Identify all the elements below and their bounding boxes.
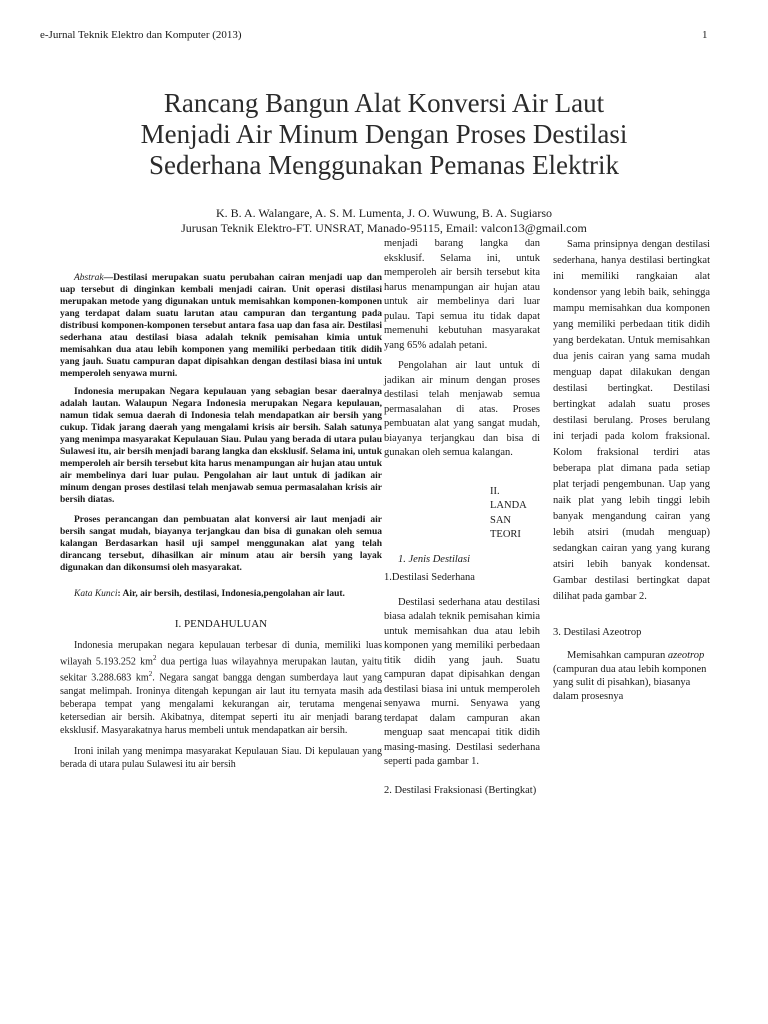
body-paragraph (60, 639, 382, 737)
abstract-text: —Destilasi merupakan suatu perubahan cairan menjadi uap dan uap tersebut di dinginkan kembali menjadi cairan. Unit operasi distilasi merupakan metode yang digunakan untuk memisahkan komponen-komponen yang terdapat dalam suatu larutan atau campuran dan tergantung pada distribusi komponen-komponen tersebut antara fasa uap dan fasa air. Destilasi sederhana atau destilasi biasa adalah teknik pemisahan kimia untuk memisahkan dua atau lebih komponen yang memiliki perbedaan titik didih yang jauh. Suatu campuran dapat dipisahkan dengan destilasi biasa ini untuk memperoleh senyawa murni. (60, 273, 382, 379)
section-heading: I. PENDAHULUAN (174, 618, 268, 630)
subsection-heading: 2. Destilasi Fraksionasi (Bertingkat) (384, 784, 537, 796)
abstract-paragraph: Indonesia merupakan Negara kepulauan yang sebagian besar daeralnya adalah lautan. Walaupun Negara Indonesia merupakan Negara kepulauan, namun tidak semua daerah di Indonesia telah mendapatkan air bersih yang cukup. Tidak jarang daerah yang mengalami krisis air bersih. Salah satunya yang menimpa masyarakat Kepulauan Siau. Pulau yang berada di utara pulau Sulawesi itu, air bersih menjadi barang langka dan eksklusif. Selama ini, untuk memperoleh air bersih tersebut kita harus menampungan air hujan atau untuk air membelinya dari luar pulau. Pengolahan air laut untuk di jadikan air minum dengan proses destilasi telah menjawab semua permasalahan krisis air bersih diatas. (60, 387, 382, 505)
title-line: Menjadi Air Minum Dengan Proses Destilasi (140, 119, 628, 149)
superscript: 2 (148, 670, 153, 679)
abstract-label: Abstrak (74, 273, 104, 283)
intro-text: . Negara sangat bangga dengan sumberdaya laut yang sangat melimpah. Ironinya ditengah kepungan air laut itu ternyata masih ada beberapa tempat yang mengalami kekurangan air, terutama mengenai ketersedian air bersih. Akibatnya, ditempat seperti itu air menjadi barang eksklusif. Masyarakatnya harus membeli untuk mendapatkan air bersih. (60, 672, 382, 736)
abstract-paragraph: Proses perancangan dan pembuatan alat konversi air laut menjadi air bersih sangat mudah, biayanya terjangkau dan bisa di gunakan oleh semua kalangan Berdasarkan hasil uji sampel menggunakan alat yang telah dirancang tersebut, dihasilkan air minum atau air bersih yang layak digunakan dan dikonsumsi oleh masyarakat. (60, 515, 382, 573)
subsection-heading: 3. Destilasi Azeotrop (553, 627, 642, 638)
body-paragraph: Ironi inilah yang menimpa masyarakat Kepulauan Siau. Di kepulauan yang berada di utara pulau Sulawesi itu air bersih (60, 745, 382, 770)
section-title-line: LANDA (490, 500, 527, 511)
body-text: (campuran dua atau lebih komponen yang sulit di pisahkan), biasanya dalam prosesnya (553, 663, 707, 702)
section-title-line: SAN (490, 514, 512, 526)
body-text: Memisahkan campuran (567, 650, 668, 661)
subsection-heading: 1.Destilasi Sederhana (384, 572, 475, 583)
column-right (553, 237, 710, 703)
section-heading (490, 485, 540, 543)
intro-text: dua pertiga luas wilayahnya merupakan lautan, yaitu sekitar 3.288.683 km (60, 656, 382, 684)
title-line: Sederhana Menggunakan Pemanas Elektrik (148, 150, 620, 180)
section-title-line: TEORI (490, 529, 521, 540)
body-paragraph: Sama prinsipnya dengan destilasi sederhana, hanya destilasi bertingkat ini memiliki rangkaian alat kondensor yang lebih baik, sehingga mampu memisahkan dua komponen yang memiliki perbedaan titik didih yang berdekatan. Untuk memisahkan dua jenis cairan yang sama mudah menguap dapat dilakukan dengan destilasi bertingkat. Destilasi bertingkat adalah suatu proses destilasi berulang. Proses berulang ini terjadi pada kolom fraksional. Kolom fraksional terdiri atas beberapa plat dimana pada setiap plat terjadi pengembunan. Uap yang naik plat yang lebih tinggi lebih banyak mengandung cairan yang lebih atsiri (mudah menguap) sedangkan cairan yang yang kurang atsiri lebih banyak kondensat. Gambar destilasi bertingkat dapat dilihat pada gambar 2. (553, 239, 710, 602)
superscript: 2 (152, 654, 157, 662)
page-number: 1 (702, 29, 708, 41)
body-paragraph: Pengolahan air laut untuk di jadikan air minum dengan proses destilasi telah menjawab semua permasalahan di atas. Proses pembuatan alat yang sangat mudah, biayanya terjangkau dan bisa di gunakan oleh semua kalangan. (384, 360, 540, 458)
title-line: Rancang Bangun Alat Konversi Air Laut (163, 88, 605, 118)
keywords-text: : Air, air bersih, destilasi, Indonesia,pengolahan air laut. (117, 589, 345, 599)
keywords-label: Kata Kunci (74, 589, 118, 599)
body-text-italic: azeotrop (667, 650, 705, 661)
subsection-heading: 1. Jenis Destilasi (398, 553, 471, 565)
body-paragraph: menjadi barang langka dan eksklusif. Selama ini, untuk memperoleh air bersih tersebut kita harus menampungan air hujan atau untuk air membelinya dari luar pulau. Tapi semua itu tidak dapat memenuhi kebutuhan masyarakat yang 65% adalah petani. (384, 238, 540, 351)
authors: K. B. A. Walangare, A. S. M. Lumenta, J. O. Wuwung, B. A. Sugiarso (215, 206, 553, 220)
column-left (60, 272, 382, 771)
paper-title (40, 88, 728, 181)
affiliation: Jurusan Teknik Elektro-FT. UNSRAT, Manado-95115, Email: valcon13@gmail.com (181, 221, 587, 235)
keywords (60, 588, 382, 600)
abstract (60, 272, 382, 380)
body-paragraph (553, 649, 710, 703)
intro-text: Indonesia merupakan negara kepulauan terbesar di dunia, memiliki luas wilayah 5.193.252 km (60, 640, 382, 668)
body-paragraph: Destilasi sederhana atau destilasi biasa adalah teknik pemisahan kimia untuk memisahkan dua atau lebih komponen yang memiliki perbedaan titik didih yang jauh. Suatu campuran dapat dipisahkan dengan destilasi biasa ini untuk memperoleh senyawa murni. Senyawa yang terdapat dalam campuran akan menguap saat mencapai titik didih masing-masing. Destilasi sederhana seperti pada gambar 1. (384, 596, 540, 767)
section-number: II. (490, 485, 500, 497)
journal-header: e-Jurnal Teknik Elektro dan Komputer (2013) (40, 29, 242, 41)
column-middle (384, 237, 540, 798)
